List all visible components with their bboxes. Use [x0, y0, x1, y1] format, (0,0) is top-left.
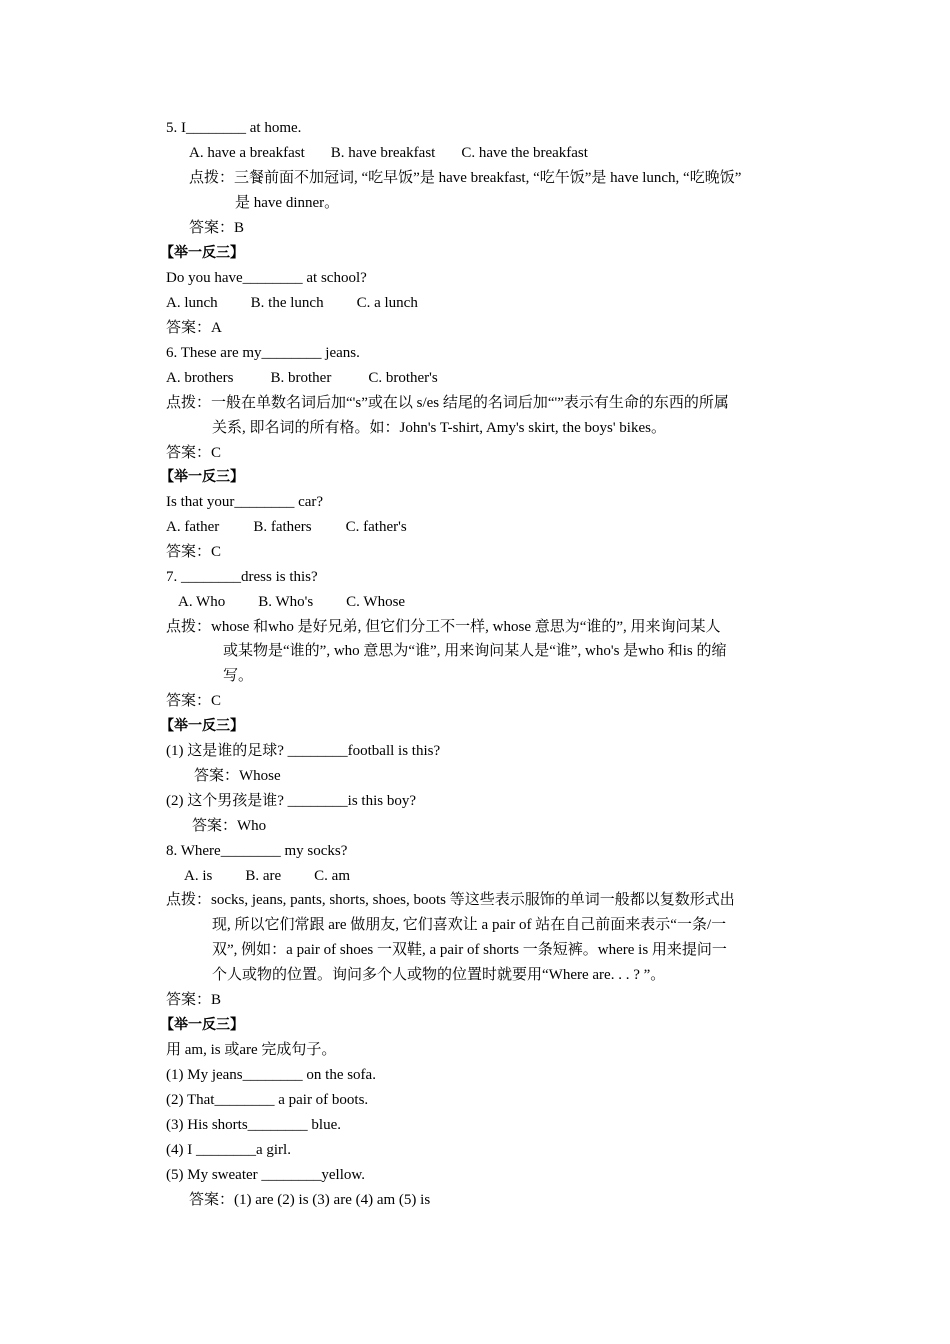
q7-option-b: B. Who's [258, 594, 314, 610]
ex8-item-2: (2) That________ a pair of boots. [166, 1092, 369, 1108]
ex5-answer: 答案：A [166, 320, 222, 336]
ex7-answer-1: 答案：Whose [194, 768, 281, 784]
ex8-answers: 答案：(1) are (2) is (3) are (4) am (5) is [189, 1192, 431, 1208]
q5-hint-line-2: 是 have dinner。 [235, 195, 340, 211]
q5-option-b: B. have breakfast [330, 145, 436, 161]
ex5-stem: Do you have________ at school? [166, 270, 367, 286]
q5-stem: 5. I________ at home. [166, 120, 302, 136]
q5-hint-line-1: 点拨：三餐前面不加冠词, “吃早饭”是 have breakfast, “吃午饭”是 have lunch, “吃晚饭” [189, 170, 742, 186]
q7-stem: 7. ________dress is this? [166, 569, 318, 585]
q8-hint-line-4: 个人或物的位置。询问多个人或物的位置时就要用“Where are. . . ? ”。 [212, 967, 666, 983]
ex7-item-1: (1) 这是谁的足球? ________football is this? [166, 743, 441, 759]
q5-options [189, 143, 588, 163]
ex5-option-a: A. lunch [166, 295, 218, 311]
q8-options [184, 866, 350, 886]
ex7-item-2: (2) 这个男孩是谁? ________is this boy? [166, 793, 416, 809]
ex6-option-b: B. fathers [253, 519, 312, 535]
q8-stem: 8. Where________ my socks? [166, 843, 348, 859]
q6-option-b: B. brother [270, 370, 332, 386]
q7-hint-line-3: 写。 [223, 668, 254, 684]
q6-option-a: A. brothers [166, 370, 234, 386]
q8-hint-line-2: 现, 所以它们常跟 are 做朋友, 它们喜欢让 a pair of 站在自己前面来表示“一条/一 [212, 917, 727, 933]
q5-option-c: C. have the breakfast [461, 145, 588, 161]
ex8-item-4: (4) I ________a girl. [166, 1142, 291, 1158]
ex8-instruction: 用 am, is 或are 完成句子。 [166, 1042, 337, 1058]
ex5-heading: 【举一反三】 [160, 245, 244, 261]
q8-hint-line-3: 双”, 例如：a pair of shoes 一双鞋, a pair of shorts 一条短裤。where is 用来提问一 [212, 942, 727, 958]
q5-option-a: A. have a breakfast [189, 145, 305, 161]
ex5-options [166, 293, 418, 313]
ex7-answer-2: 答案：Who [192, 818, 267, 834]
q7-answer: 答案：C [166, 693, 222, 709]
ex5-option-b: B. the lunch [250, 295, 324, 311]
q8-option-c: C. am [314, 868, 351, 884]
q7-hint-line-2: 或某物是“谁的”, who 意思为“谁”, 用来询问某人是“谁”, who's 是who 和is 的缩 [223, 643, 727, 659]
q6-stem: 6. These are my________ jeans. [166, 345, 360, 361]
ex6-options [166, 517, 407, 537]
ex7-heading: 【举一反三】 [160, 718, 244, 734]
q6-option-c: C. brother's [368, 370, 438, 386]
ex6-answer: 答案：C [166, 544, 222, 560]
q8-hint-line-1: 点拨：socks, jeans, pants, shorts, shoes, boots 等这些表示服饰的单词一般都以复数形式出 [166, 892, 735, 908]
ex5-option-c: C. a lunch [356, 295, 418, 311]
ex6-stem: Is that your________ car? [166, 494, 324, 510]
ex8-item-1: (1) My jeans________ on the sofa. [166, 1067, 376, 1083]
q6-hint-line-2: 关系, 即名词的所有格。如：John's T-shirt, Amy's skirt, the boys' bikes。 [212, 420, 666, 436]
q7-option-c: C. Whose [346, 594, 406, 610]
q6-hint-line-1: 点拨：一般在单数名词后加“'s”或在以 s/es 结尾的名词后加“'”表示有生命的东西的所属 [166, 395, 729, 411]
ex8-item-3: (3) His shorts________ blue. [166, 1117, 341, 1133]
q6-options [166, 368, 438, 388]
q5-answer: 答案：B [189, 220, 245, 236]
ex8-heading: 【举一反三】 [160, 1017, 244, 1033]
q7-hint-line-1: 点拨：whose 和who 是好兄弟, 但它们分工不一样, whose 意思为“谁的”, 用来询问某人 [166, 619, 721, 635]
ex8-item-5: (5) My sweater ________yellow. [166, 1167, 365, 1183]
q8-answer: 答案：B [166, 992, 222, 1008]
ex6-option-c: C. father's [345, 519, 407, 535]
ex6-heading: 【举一反三】 [160, 469, 244, 485]
ex6-option-a: A. father [166, 519, 220, 535]
q6-answer: 答案：C [166, 445, 222, 461]
q8-option-a: A. is [184, 868, 213, 884]
q8-option-b: B. are [245, 868, 282, 884]
q7-option-a: A. Who [178, 594, 226, 610]
q7-options [178, 592, 405, 612]
